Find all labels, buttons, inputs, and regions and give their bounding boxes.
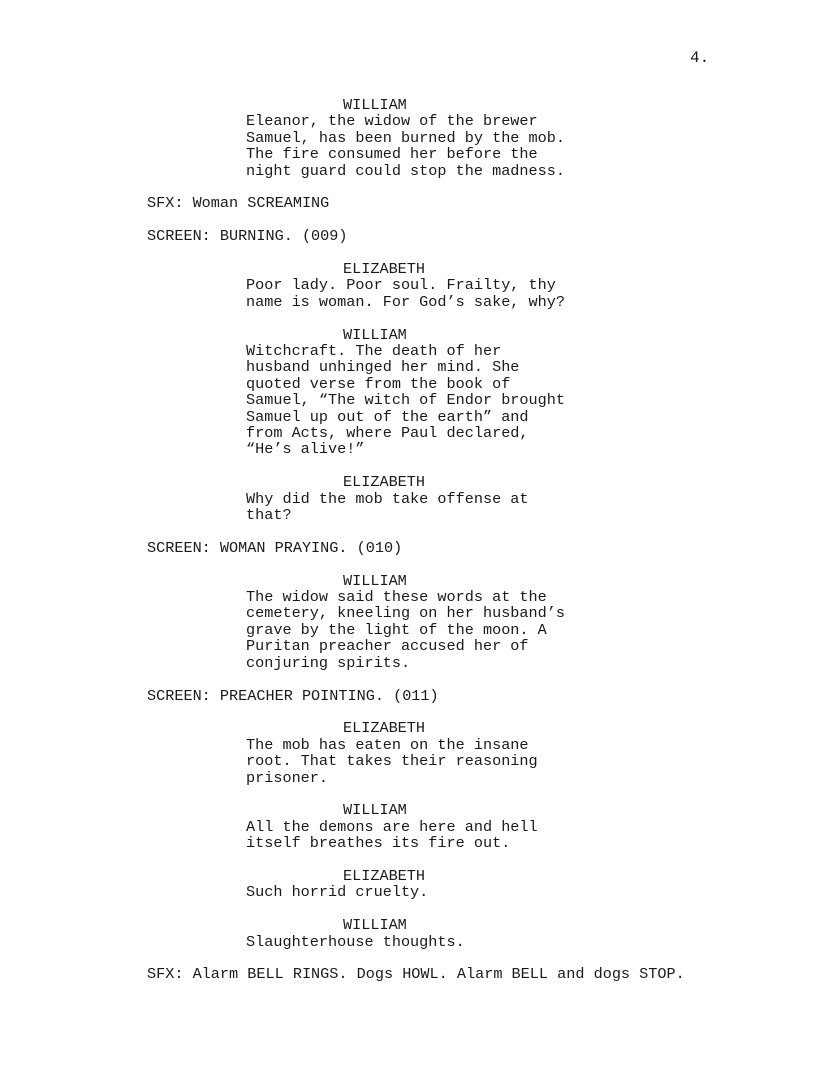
action-line: SCREEN: PREACHER POINTING. (011)	[147, 686, 439, 705]
dialogue-line: The fire consumed her before the	[246, 145, 538, 164]
character-name: ELIZABETH	[343, 719, 426, 738]
dialogue-line: prisoner.	[246, 768, 329, 787]
dialogue-block	[0, 97, 835, 179]
dialogue-line: night guard could stop the madness.	[246, 161, 565, 180]
character-name: ELIZABETH	[343, 866, 426, 885]
action-block	[0, 688, 835, 704]
dialogue-line: The widow said these words at the	[246, 588, 547, 607]
action-block	[0, 228, 835, 244]
dialogue-line: Eleanor, the widow of the brewer	[246, 112, 538, 131]
character-name: WILLIAM	[343, 801, 407, 820]
dialogue-line: Such horrid cruelty.	[246, 883, 429, 902]
character-name: WILLIAM	[343, 96, 407, 114]
dialogue-line: The mob has eaten on the insane	[246, 735, 529, 754]
dialogue-line: Samuel up out of the earth” and	[246, 407, 529, 426]
action-line: SCREEN: BURNING. (009)	[147, 227, 348, 246]
dialogue-line: Witchcraft. The death of her	[246, 342, 502, 361]
dialogue-line: name is woman. For God’s sake, why?	[246, 292, 565, 311]
dialogue-line: Slaughterhouse thoughts.	[246, 932, 465, 951]
character-name: WILLIAM	[343, 571, 407, 590]
dialogue-line: Puritan preacher accused her of	[246, 637, 529, 656]
action-line: SCREEN: WOMAN PRAYING. (010)	[147, 538, 403, 557]
action-block	[0, 966, 835, 982]
dialogue-line: conjuring spirits.	[246, 653, 411, 672]
dialogue-line: Samuel, “The witch of Endor brought	[246, 391, 565, 410]
action-block	[0, 195, 835, 211]
dialogue-line: Why did the mob take offense at	[246, 489, 529, 508]
dialogue-line: cemetery, kneeling on her husband’s	[246, 604, 565, 623]
dialogue-block	[0, 802, 835, 851]
dialogue-line: root. That takes their reasoning	[246, 752, 538, 771]
dialogue-block	[0, 261, 835, 310]
dialogue-line: All the demons are here and hell	[246, 817, 538, 836]
dialogue-block	[0, 474, 835, 523]
dialogue-line: from Acts, where Paul declared,	[246, 424, 529, 443]
page-number: 4.	[690, 49, 710, 67]
action-line: SFX: Woman SCREAMING	[147, 194, 330, 213]
action-line: SFX: Alarm BELL RINGS. Dogs HOWL. Alarm BELL and dogs STOP.	[147, 965, 685, 984]
dialogue-line: Samuel, has been burned by the mob.	[246, 128, 565, 147]
character-name: ELIZABETH	[343, 260, 426, 279]
dialogue-line: itself breathes its fire out.	[246, 834, 511, 853]
dialogue-line: that?	[246, 506, 292, 525]
dialogue-block	[0, 868, 835, 901]
action-block	[0, 540, 835, 556]
dialogue-line: quoted verse from the book of	[246, 374, 511, 393]
character-name: WILLIAM	[343, 325, 407, 344]
script-body	[0, 97, 835, 999]
dialogue-line: grave by the light of the moon. A	[246, 620, 547, 639]
dialogue-block	[0, 573, 835, 671]
character-name: WILLIAM	[343, 916, 407, 935]
character-name: ELIZABETH	[343, 473, 426, 492]
dialogue-block	[0, 327, 835, 458]
dialogue-line: husband unhinged her mind. She	[246, 358, 520, 377]
dialogue-block	[0, 720, 835, 786]
dialogue-line: “He’s alive!”	[246, 440, 365, 459]
dialogue-block	[0, 917, 835, 950]
dialogue-line: Poor lady. Poor soul. Frailty, thy	[246, 276, 556, 295]
